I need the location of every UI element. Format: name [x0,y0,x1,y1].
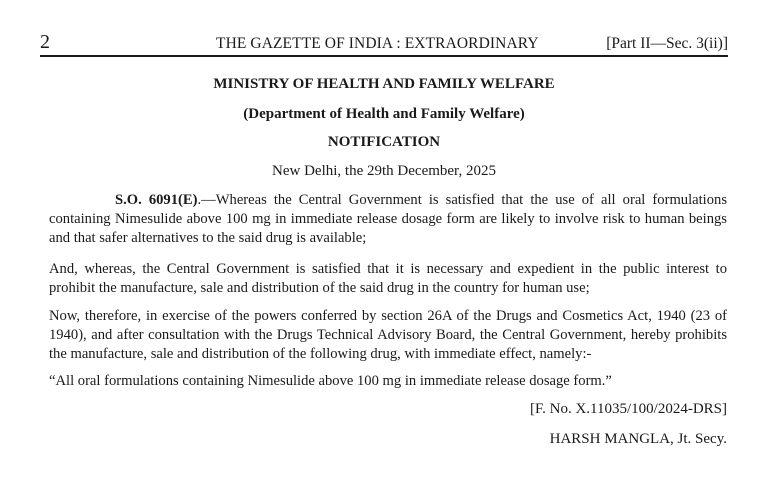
paragraph-now-therefore: Now, therefore, in exercise of the powers conferred by section 26A of the Drugs and Cosmetics Act, 1940 (23 of 1940), and after consultation with the Drugs Technical Advisory Board, the Central Government, hereby prohibits the manufacture, sale and distribution of the following drug, with immediate effect, namely:- [49,308,727,362]
ministry-heading: MINISTRY OF HEALTH AND FAMILY WELFARE [213,76,555,92]
page-number: 2 [40,31,50,53]
file-number: [F. No. X.11035/100/2024-DRS] [530,401,727,417]
header-rule [40,55,728,57]
dateline: New Delhi, the 29th December, 2025 [272,163,496,179]
paragraph-whereas [49,191,727,248]
paragraph-whereas-text: .—Whereas the Central Government is satisfied that the use of all oral formulations containing Nimesulide above 100 mg in immediate release dosage form are likely to involve risk to human beings and that safer alternatives to the said drug is available; [49,192,728,246]
page-header [40,31,728,57]
signatory: HARSH MANGLA, Jt. Secy. [549,431,727,447]
order-number: S.O. 6091(E) [115,192,198,208]
part-section-label: [Part II—Sec. 3(ii)] [606,35,728,52]
notification-heading: NOTIFICATION [327,134,441,150]
paragraph-and-whereas: And, whereas, the Central Government is satisfied that it is necessary and expedient in the public interest to prohibit the manufacture, sale and distribution of the said drug in the country for human use; [49,261,727,296]
prohibited-drug-quote: “All oral formulations containing Nimesulide above 100 mg in immediate release dosage form.” [49,373,612,389]
gazette-title: THE GAZETTE OF INDIA : EXTRAORDINARY [216,35,539,52]
department-heading: (Department of Health and Family Welfare) [243,106,525,122]
